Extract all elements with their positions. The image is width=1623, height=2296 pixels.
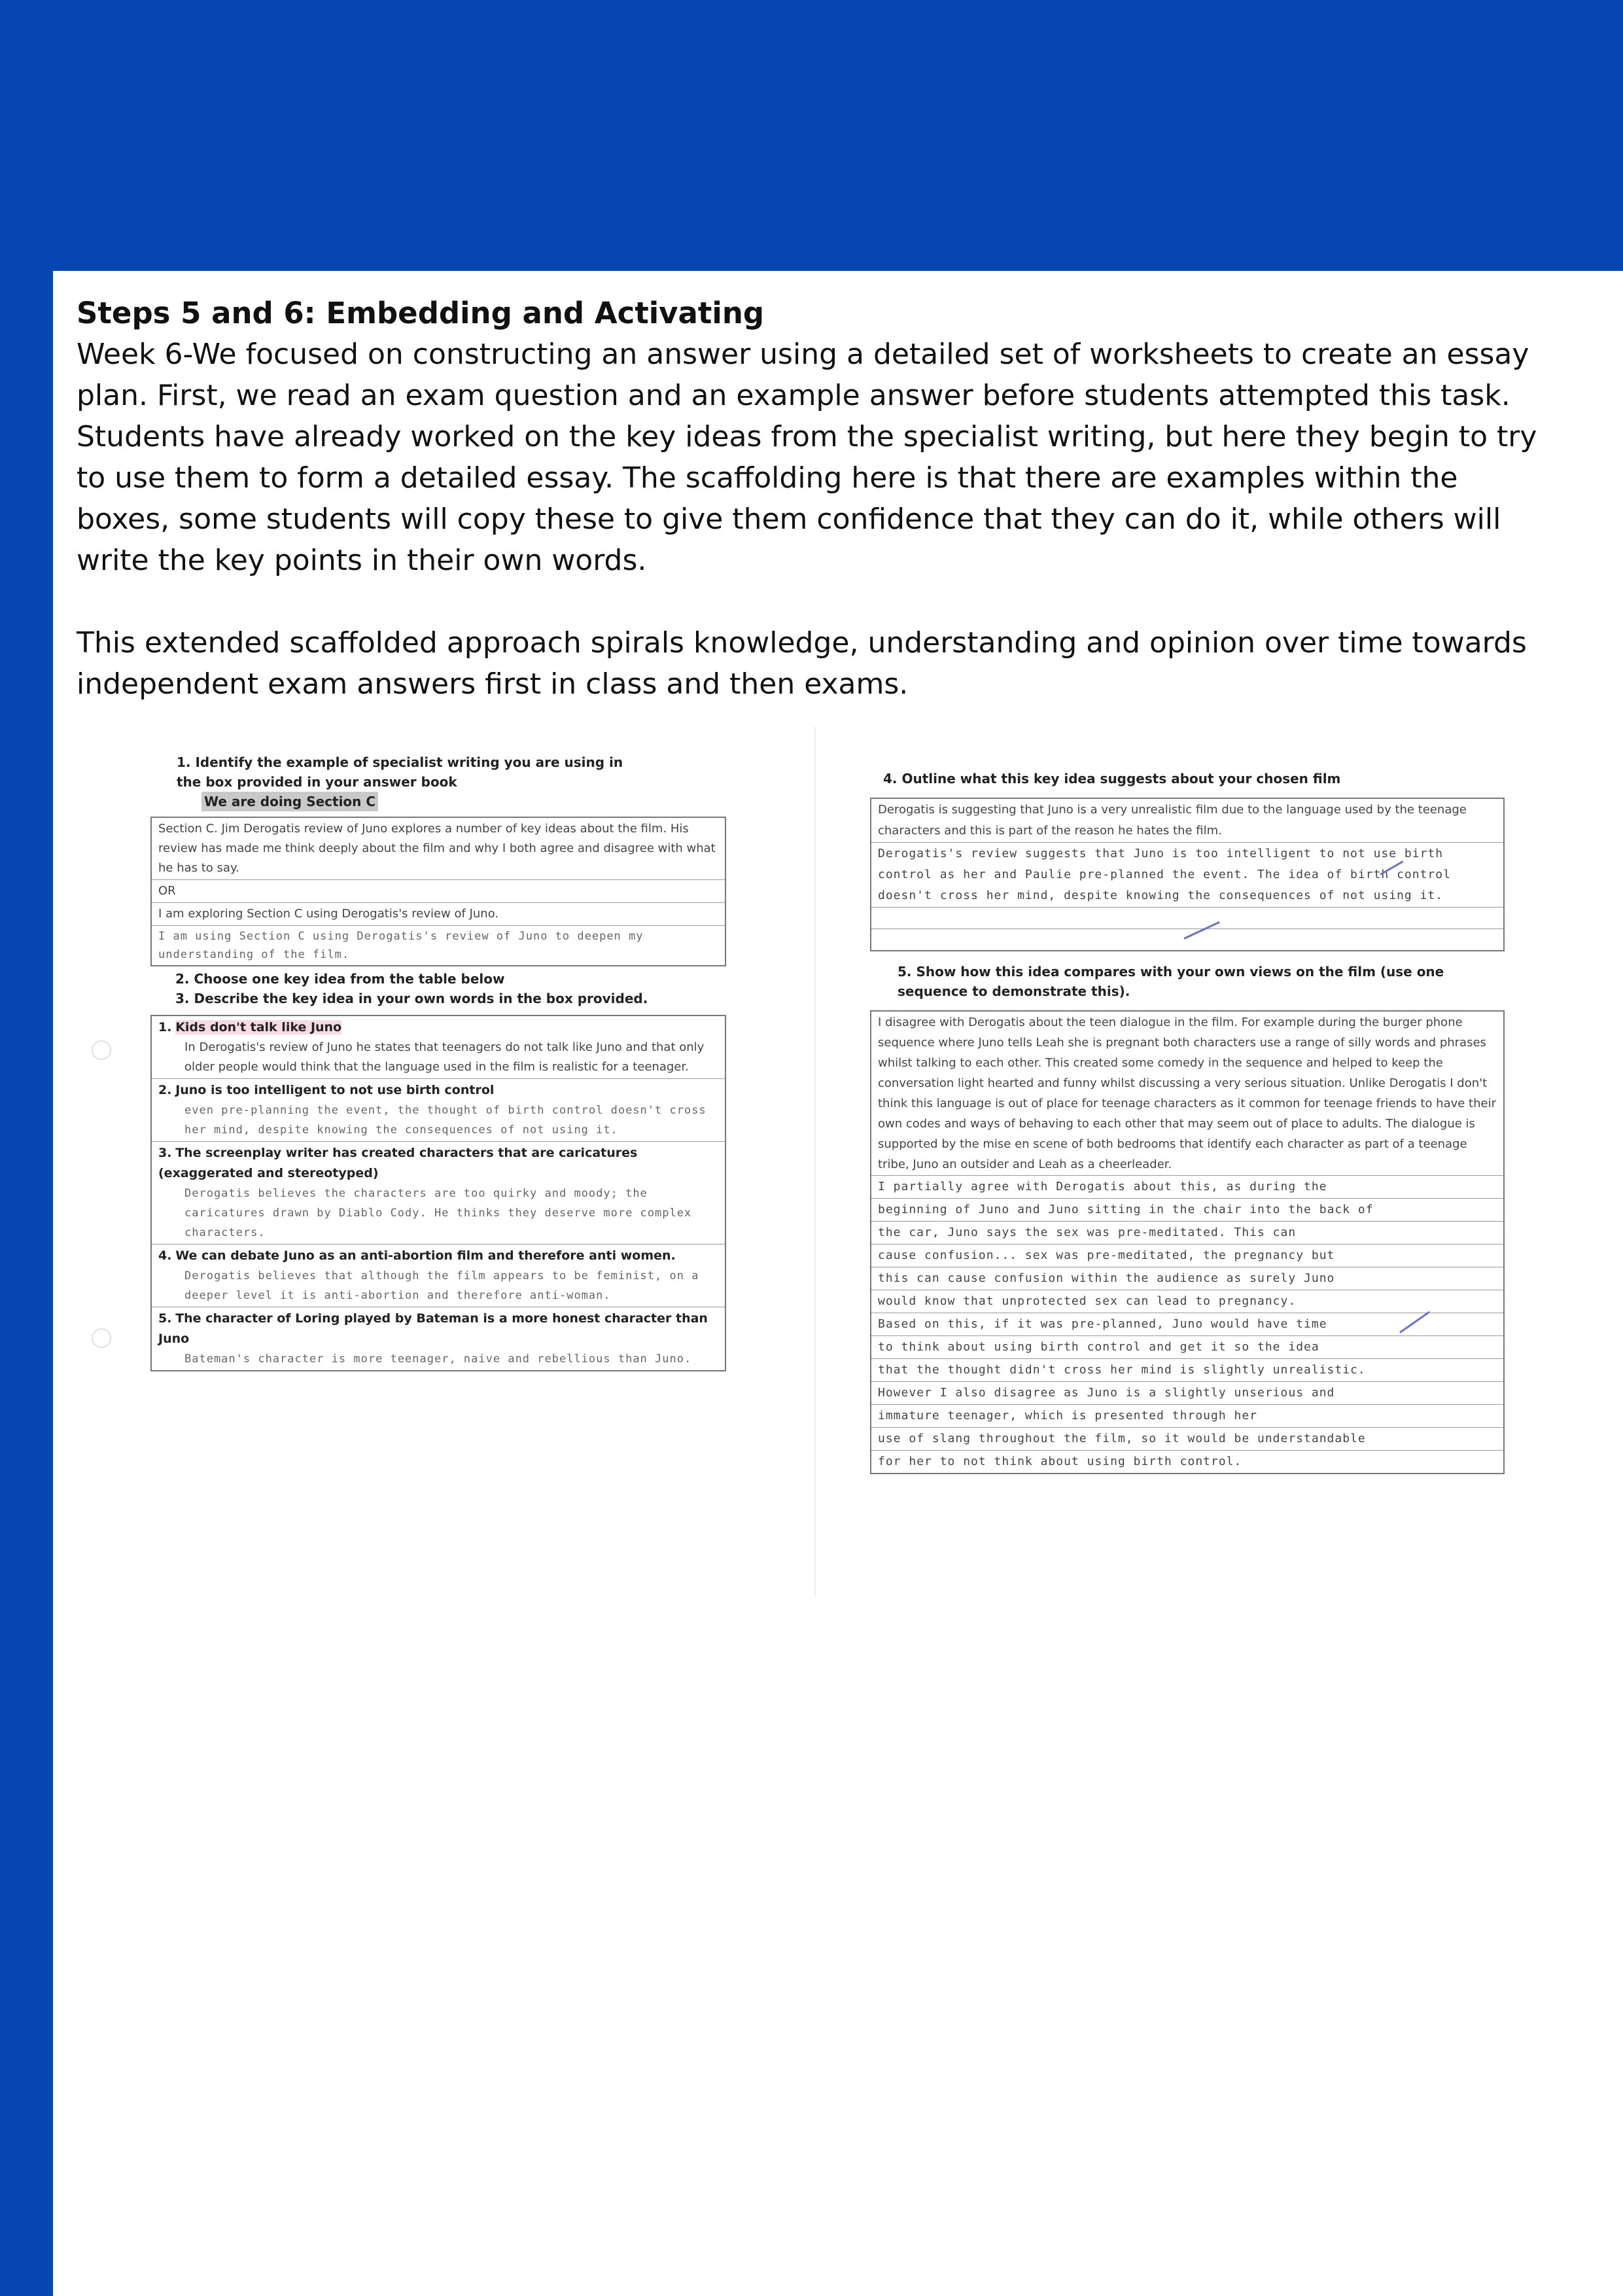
box-5-hand-line: for her to not think about using birth control.: [878, 1455, 1242, 1468]
paragraph-2: This extended scaffolded approach spirals knowledge, understanding and opinion over time towards independent exam answers first in class and then exams.: [77, 626, 1527, 701]
key-idea-body: Derogatis believes that although the film appears to be feminist, on a deeper level it is anti-abortion and therefore anti-woman.: [184, 1269, 699, 1302]
key-idea-item: 3. The screenplay writer has created characters that are caricatures (exaggerated and stereotyped) Derogatis believes the characters are too quirky and moody; the caricatures drawn by Diablo Cody. He thinks they deserve more complex characters.: [152, 1142, 725, 1245]
box-5-hand-line: beginning of Juno and Juno sitting in the chair into the back of: [871, 1199, 1503, 1222]
worksheet-divider: [814, 726, 816, 1597]
box-5-hand-line: would know that unprotected sex can lead to pregnancy.: [871, 1290, 1503, 1313]
box-5-hand-line: this can cause confusion within the audience as surely Juno: [871, 1267, 1503, 1290]
box-5: [870, 1010, 1505, 1474]
key-idea-body: even pre-planning the event, the thought of birth control doesn't cross her mind, despite knowing the consequences of not using it.: [184, 1104, 707, 1137]
question-3: 3. Describe the key idea in your own words in the box provided.: [175, 991, 648, 1006]
box-5-hand-line: However I also disagree as Juno is a slightly unserious and: [871, 1382, 1503, 1405]
box-5-hand-line: immature teenager, which is presented through her: [871, 1405, 1503, 1428]
key-idea-title: The character of Loring played by Bateman is a more honest character than Juno: [158, 1311, 708, 1346]
box-5-hand-line: Based on this, if it was pre-planned, Juno would have time: [871, 1313, 1503, 1336]
key-idea-body: Derogatis believes the characters are too quirky and moody; the caricatures drawn by Diablo Cody. He thinks they deserve more complex characters.: [184, 1187, 692, 1239]
box-5-hand-line: use of slang throughout the film, so it would be understandable: [871, 1428, 1503, 1451]
question-1-answer: We are doing Section C: [201, 792, 378, 811]
box-1-row: Section C. Jim Derogatis review of Juno explores a number of key ideas about the film. His review has made me think deeply about the film and why I both agree and disagree with what he has to say.: [152, 818, 725, 880]
key-idea-item: 5. The character of Loring played by Bateman is a more honest character than Juno Bateman's character is more teenager, naive and rebellious than Juno.: [152, 1307, 725, 1370]
box-5-hand-line: cause confusion... sex was pre-meditated, the pregnancy but: [871, 1245, 1503, 1267]
question-1: 1. Identify the example of specialist writing you are using in the box provided in your answer book: [177, 754, 623, 790]
paragraph-1: Week 6-We focused on constructing an answer using a detailed set of worksheets to create an essay plan. First, we read an exam question and an example answer before students attempted this task. Students have already worked on the key ideas from the specialist writing, but here they begin to try to use them to form a detailed essay. The scaffolding here is that there are examples within the boxes, some students will copy these to give them confidence that they can do it, while others will write the key points in their own words.: [77, 338, 1537, 577]
box-1-row: I am exploring Section C using Derogatis's review of Juno.: [152, 903, 725, 926]
box-5-hand-line: that the thought didn't cross her mind is slightly unrealistic.: [871, 1359, 1503, 1382]
key-idea-item: 1. Kids don't talk like Juno In Derogatis's review of Juno he states that teenagers do not talk like Juno and that only older people would think that the language used in the film is realistic for a teenager.: [152, 1016, 725, 1079]
key-idea-body: In Derogatis's review of Juno he states that teenagers do not talk like Juno and that only older people would think that the language used in the film is realistic for a teenager.: [184, 1040, 705, 1074]
box-5-hand-line: to think about using birth control and get it so the idea: [871, 1336, 1503, 1359]
box-4: [870, 798, 1505, 951]
key-idea-title: Kids don't talk like Juno: [175, 1020, 342, 1034]
key-idea-item: 4. We can debate Juno as an anti-abortion film and therefore anti women. Derogatis believes that although the film appears to be feminist, on a deeper level it is anti-abortion and therefore anti-woman.: [152, 1245, 725, 1307]
text-content: [77, 293, 1555, 705]
question-5: 5. Show how this idea compares with your own views on the film (use one sequence to demonstrate this).: [898, 964, 1444, 999]
question-4: 4. Outline what this key idea suggests about your chosen film: [883, 771, 1341, 786]
header-band: [0, 0, 1623, 271]
section-heading: Steps 5 and 6: Embedding and Activating: [77, 296, 765, 330]
box-4-empty-line: [871, 929, 1503, 950]
box-1: [150, 817, 726, 966]
box-4-row: Derogatis is suggesting that Juno is a very unrealistic film due to the language used by the teenage characters and this is part of the reason he hates the film.: [871, 799, 1503, 843]
side-band: [0, 271, 53, 2296]
box-4-row-handwritten: Derogatis's review suggests that Juno is too intelligent to not use birth control as her and Paulie pre-planned the event. The idea of birth control doesn't cross her mind, despite knowing the consequences of not using it.: [871, 843, 1503, 908]
scan-mark-icon: [92, 1040, 111, 1060]
key-idea-item: 2. Juno is too intelligent to not use birth control even pre-planning the event, the thought of birth control doesn't cross her mind, despite knowing the consequences of not using it.: [152, 1079, 725, 1142]
key-idea-title: We can debate Juno as an anti-abortion film and therefore anti women.: [175, 1248, 676, 1263]
worksheet-left-image: [150, 752, 726, 1538]
key-idea-title: Juno is too intelligent to not use birth control: [175, 1083, 495, 1097]
key-ideas-table: [150, 1015, 726, 1371]
box-5-typed-answer: I disagree with Derogatis about the teen dialogue in the film. For example during the burger phone sequence where Juno tells Leah she is pregnant both characters use a range of silly words and phrases whilst talking to each other. This created some comedy in the sequence and helped to keep the conversation light hearted and funny whilst discussing a very serious situation. Unlike Derogatis I don't think this language is out of place for teenage characters as it common for teenage friends to have their own codes and ways of behaving to each other that may seem out of place to adults. The dialogue is supported by the mise en scene of both bedrooms that identify each character as part of a teenage tribe, Juno an outsider and Leah as a cheerleader.: [871, 1012, 1503, 1176]
key-idea-title: The screenplay writer has created characters that are caricatures (exaggerated and stereotyped): [158, 1146, 638, 1180]
box-5-hand-line: I partially agree with Derogatis about this, as during the: [871, 1176, 1503, 1199]
box-1-row: OR: [152, 880, 725, 903]
box-4-empty-line: [871, 908, 1503, 929]
worksheet-right-image: [870, 769, 1505, 1665]
question-2: 2. Choose one key idea from the table below: [175, 971, 505, 987]
box-5-hand-line: the car, Juno says the sex was pre-meditated. This can: [871, 1222, 1503, 1245]
scan-mark-icon: [92, 1328, 111, 1348]
box-1-row-handwritten: I am using Section C using Derogatis's review of Juno to deepen my understanding of the film.: [158, 930, 644, 961]
key-idea-body: Bateman's character is more teenager, naive and rebellious than Juno.: [184, 1352, 692, 1366]
